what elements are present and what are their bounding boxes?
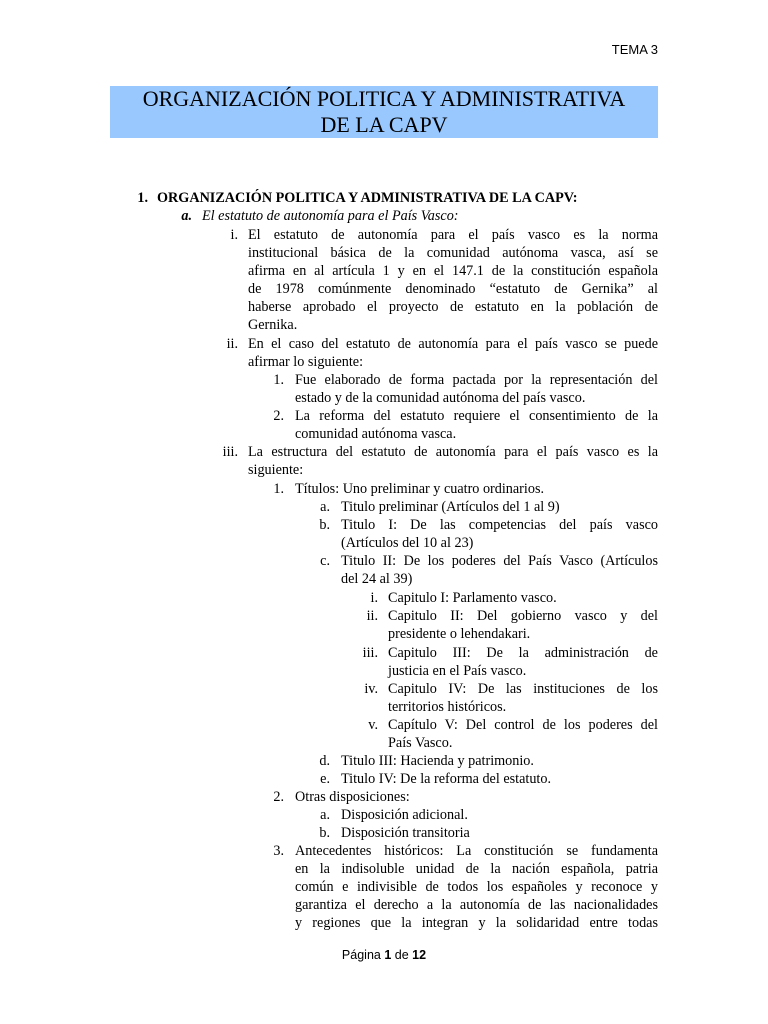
paragraph-line: Títulos: Uno preliminar y cuatro ordinarios. [295,481,545,497]
paragraph-line: La estructura del estatuto de autonomía para el país vasco es la [248,444,658,460]
paragraph-line: común e indivisible de todos los españoles y reconoce y [295,879,658,895]
list-number: 1. [273,372,284,388]
paragraph-line: Capitulo I: Parlamento vasco. [388,590,557,606]
paragraph-line: (Artículos del 10 al 23) [341,535,474,551]
paragraph-line: Antecedentes históricos: La constitución se fundamenta [295,843,658,859]
paragraph-line: haberse aprobado el proyecto de estatuto en la población de [248,299,658,315]
footer-page-number: 1 [384,948,392,962]
paragraph-line: Gernika. [248,317,298,333]
section-heading: ORGANIZACIÓN POLITICA Y ADMINISTRATIVA DE LA CAPV: [157,190,578,206]
paragraph-line: territorios históricos. [388,699,507,715]
paragraph-line: y regiones que la integran y la solidaridad entre todas [295,915,658,931]
title-line-1: ORGANIZACIÓN POLITICA Y ADMINISTRATIVA [142,86,626,111]
paragraph-line: Otras disposiciones: [295,789,410,805]
paragraph-line: justicia en el País vasco. [388,663,527,679]
list-number: 2. [273,408,284,424]
list-number: 3. [273,843,284,859]
paragraph-line: afirmar lo siguiente: [248,354,364,370]
page-footer [0,948,768,962]
paragraph-line: institucional básica de la comunidad autónoma vasca, así se [248,245,658,261]
item-number: ii. [226,336,238,352]
list-letter: a. [320,807,330,823]
list-roman: v. [368,717,378,733]
paragraph-line: garantiza el derecho a la autonomía de las nacionalidades [295,897,658,913]
list-letter: d. [319,753,330,769]
item-number: iii. [222,444,238,460]
item-number: i. [230,227,238,243]
list-letter: c. [320,553,330,569]
paragraph-line: Titulo II: De los poderes del País Vasco (Artículos [341,553,658,569]
section-number: 1. [137,190,148,206]
paragraph-line: País Vasco. [388,735,453,751]
footer-total-pages: 12 [412,948,427,962]
paragraph-line: afirma en al artícula 1 y en el 147.1 de la constitución española [248,263,658,279]
list-roman: iii. [362,645,378,661]
list-letter: e. [320,771,330,787]
paragraph-line: del 24 al 39) [341,571,413,587]
subsection-letter: a. [181,208,192,224]
document-title [110,86,658,138]
paragraph-line: comunidad autónoma vasca. [295,426,457,442]
list-letter: b. [319,825,330,841]
paragraph-line: siguiente: [248,462,304,478]
paragraph-line: Titulo I: De las competencias del país vasco [341,517,658,533]
paragraph-line: Disposición transitoria [341,825,470,841]
footer-of: de [394,948,409,962]
paragraph-line: En el caso del estatuto de autonomía para el país vasco se puede [248,336,658,352]
paragraph-line: en la indisoluble unidad de la nación española, patria [295,861,658,877]
list-roman: iv. [364,681,378,697]
list-roman: ii. [366,608,378,624]
paragraph-line: Disposición adicional. [341,807,468,823]
paragraph-line: Capitulo IV: De las instituciones de los [388,681,658,697]
paragraph-line: estado y de la comunidad autónoma del país vasco. [295,390,586,406]
paragraph-line: Capitulo II: Del gobierno vasco y del [388,608,658,624]
paragraph-line: de 1978 comúnmente denominado “estatuto de Gernika” al [248,281,658,297]
list-number: 1. [273,481,284,497]
list-roman: i. [370,590,378,606]
paragraph-line: Capítulo V: Del control de los poderes del [388,717,658,733]
list-letter: a. [320,499,330,515]
list-number: 2. [273,789,284,805]
subsection-heading: El estatuto de autonomía para el País Vasco: [202,208,459,224]
paragraph-line: Titulo III: Hacienda y patrimonio. [341,753,534,769]
paragraph-line: Titulo preliminar (Artículos del 1 al 9) [341,499,560,515]
list-letter: b. [319,517,330,533]
paragraph-line: La reforma del estatuto requiere el consentimiento de la [295,408,658,424]
paragraph-line: Capitulo III: De la administración de [388,645,658,661]
footer-prefix: Página [341,948,381,962]
title-line-2: DE LA CAPV [320,112,448,137]
paragraph-line: Titulo IV: De la reforma del estatuto. [341,771,552,787]
paragraph-line: El estatuto de autonomía para el país vasco es la norma [248,227,658,243]
paragraph-line: presidente o lehendakari. [388,626,531,642]
paragraph-line: Fue elaborado de forma pactada por la representación del [295,372,658,388]
header-tema: TEMA 3 [611,42,658,57]
